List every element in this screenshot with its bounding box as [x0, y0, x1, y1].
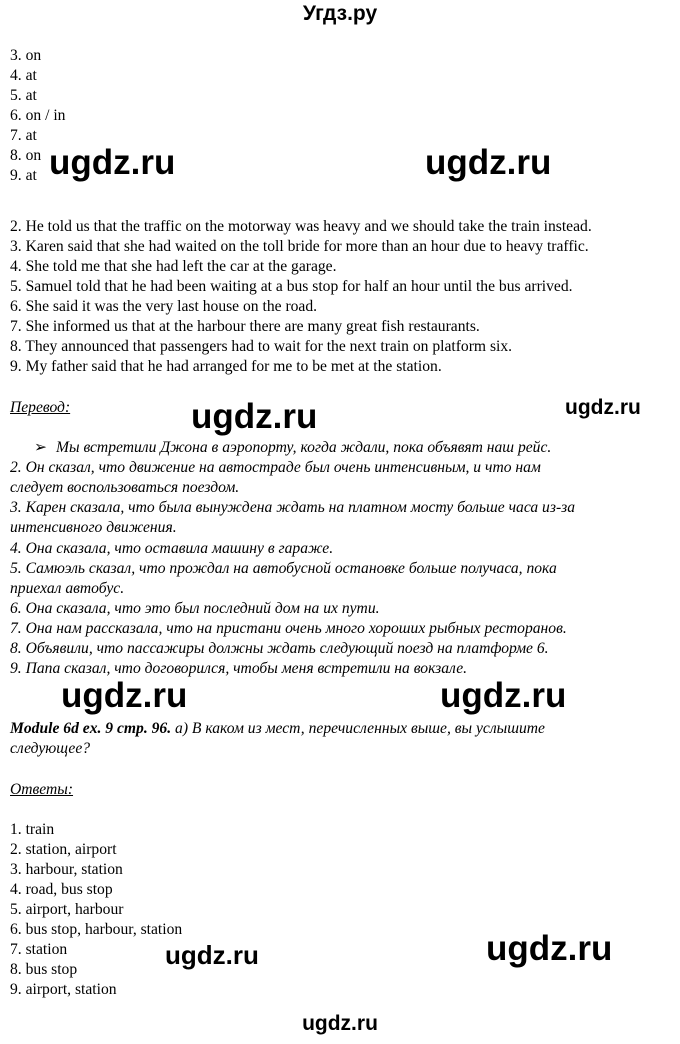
translation-line: 4. Она сказала, что оставила машину в гараже. — [10, 540, 334, 557]
sentence-line: 2. He told us that the traffic on the motorway was heavy and we should take the train instead. — [10, 218, 592, 235]
watermark: ugdz.ru — [191, 397, 318, 436]
translation-line: 5. Самюэль сказал, что прождал на автобусной остановке больше получаса, пока — [10, 560, 557, 577]
place-answer: 4. road, bus stop — [10, 881, 113, 898]
sentence-line: 3. Karen said that she had waited on the toll bride for more than an hour due to heavy traffic. — [10, 238, 589, 255]
site-footer: ugdz.ru — [302, 1012, 378, 1035]
module-question-cont: следующее? — [10, 740, 91, 757]
arrow-bullet-icon: ➢ — [34, 439, 48, 456]
answer-line: 7. at — [10, 127, 37, 144]
answer-line: 8. on — [10, 147, 42, 164]
watermark: ugdz.ru — [486, 929, 613, 968]
sentence-line: 6. She said it was the very last house on the road. — [10, 298, 318, 315]
sentence-line: 5. Samuel told that he had been waiting at a bus stop for half an hour until the bus arrived. — [10, 278, 573, 295]
sentence-line: 8. They announced that passengers had to wait for the next train on platform six. — [10, 338, 513, 355]
translation-heading: Перевод: — [10, 399, 71, 416]
watermark: ugdz.ru — [425, 143, 552, 182]
place-answer: 3. harbour, station — [10, 861, 123, 878]
translation-line: приехал автобус. — [10, 580, 125, 597]
watermark: ugdz.ru — [165, 940, 259, 970]
answers-heading: Ответы: — [10, 781, 74, 798]
watermark: ugdz.ru — [49, 143, 176, 182]
translation-line: 3. Карен сказала, что была вынуждена ждать на платном мосту больше часа из-за — [10, 499, 576, 516]
translation-line: 6. Она сказала, что это был последний дом на их пути. — [10, 600, 380, 617]
sentence-line: 9. My father said that he had arranged for me to be met at the station. — [10, 358, 442, 375]
translation-line: 2. Он сказал, что движение на автостраде был очень интенсивным, и что нам — [10, 459, 541, 476]
translation-line: интенсивного движения. — [10, 519, 177, 536]
translation-bullet-line — [34, 438, 551, 458]
translation-line: 7. Она нам рассказала, что на пристани очень много хороших рыбных ресторанов. — [10, 620, 567, 637]
place-answer: 2. station, airport — [10, 841, 117, 858]
site-header: Угдз.ру — [302, 2, 378, 25]
translation-line: 8. Объявили, что пассажиры должны ждать следующий поезд на платформе 6. — [10, 640, 549, 657]
place-answer: 1. train — [10, 821, 55, 838]
place-answer: 7. station — [10, 941, 68, 958]
answer-line: 3. on — [10, 47, 42, 64]
translation-line: следует воспользоваться поездом. — [10, 479, 240, 496]
place-answer: 5. airport, harbour — [10, 901, 124, 918]
answer-line: 9. at — [10, 167, 37, 184]
watermark: ugdz.ru — [61, 676, 188, 715]
module-heading — [10, 719, 545, 739]
module-title: Module 6d ex. 9 стр. 96. — [10, 720, 172, 737]
answer-line: 6. on / in — [10, 107, 66, 124]
translation-bullet-text: Мы встретили Джона в аэропорту, когда ждали, пока объявят наш рейс. — [56, 439, 552, 456]
place-answer: 6. bus stop, harbour, station — [10, 921, 183, 938]
place-answer: 8. bus stop — [10, 961, 78, 978]
sentence-line: 7. She informed us that at the harbour there are many great fish restaurants. — [10, 318, 480, 335]
answer-line: 4. at — [10, 67, 37, 84]
place-answer: 9. airport, station — [10, 981, 117, 998]
module-question: a) В каком из мест, перечисленных выше, вы услышите — [171, 720, 545, 737]
watermark: ugdz.ru — [565, 396, 641, 419]
sentence-line: 4. She told me that she had left the car at the garage. — [10, 258, 337, 275]
watermark: ugdz.ru — [440, 676, 567, 715]
translation-line: 9. Папа сказал, что договорился, чтобы меня встретили на вокзале. — [10, 660, 468, 677]
answer-line: 5. at — [10, 87, 37, 104]
